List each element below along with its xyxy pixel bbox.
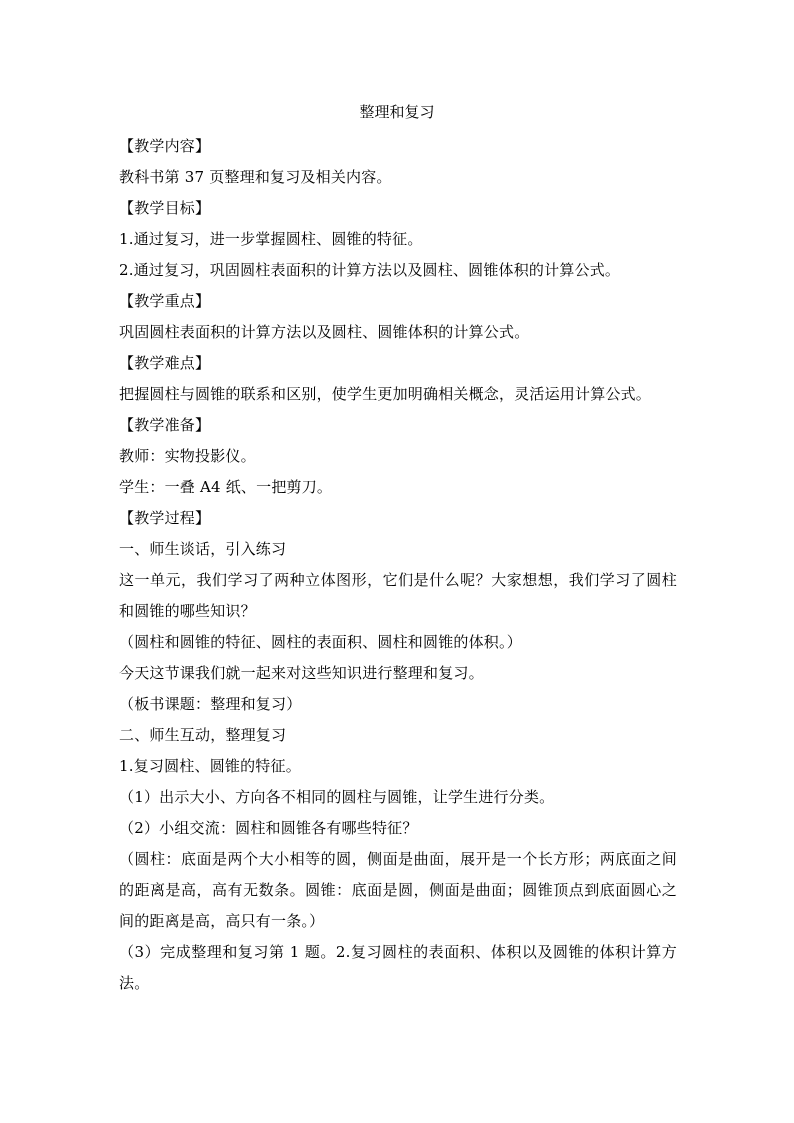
process-answer-1: （圆柱和圆锥的特征、圆柱的表面积、圆柱和圆锥的体积。） <box>119 633 522 651</box>
difficulties-text: 把握圆柱与圆锥的联系和区别，使学生更加明确相关概念，灵活运用计算公式。 <box>119 385 652 403</box>
review-subitem-3-paragraph: （3）完成整理和复习第 1 题。2.复习圆柱的表面积、体积以及圆锥的体积计算方法。 <box>119 943 677 992</box>
key-points-text: 巩固圆柱表面积的计算方法以及圆柱、圆锥体积的计算公式。 <box>119 323 530 341</box>
objective-1: 1.通过复习，进一步掌握圆柱、圆锥的特征。 <box>119 230 423 248</box>
section-heading-preparation: 【教学准备】 <box>119 416 211 434</box>
review-item-1: 1.复习圆柱、圆锥的特征。 <box>119 757 301 775</box>
section-heading-key-points: 【教学重点】 <box>119 292 211 310</box>
process-transition: 今天这节课我们就一起来对这些知识进行整理和复习。 <box>119 664 484 682</box>
process-step-2-heading: 二、师生互动，整理复习 <box>119 726 287 744</box>
section-heading-difficulties: 【教学难点】 <box>119 354 211 372</box>
teacher-preparation: 教师：实物投影仪。 <box>119 447 256 465</box>
process-intro-paragraph: 这一单元，我们学习了两种立体图形，它们是什么呢？大家想想，我们学习了圆柱和圆锥的哪些知识？ <box>119 571 677 620</box>
document-body <box>119 131 677 999</box>
section-heading-objectives: 【教学目标】 <box>119 199 211 217</box>
content-text: 教科书第 37 页整理和复习及相关内容。 <box>119 168 392 186</box>
review-subitem-2: （2）小组交流：圆柱和圆锥各有哪些特征？ <box>119 819 418 837</box>
features-answer-paragraph: （圆柱：底面是两个大小相等的圆，侧面是曲面，展开是一个长方形；两底面之间的距离是高，高有无数条。圆锥：底面是圆，侧面是曲面；圆锥顶点到底面圆心之间的距离是高，高只有一条。） <box>119 850 677 930</box>
section-heading-process: 【教学过程】 <box>119 509 211 527</box>
document-title: 整理和复习 <box>359 103 435 121</box>
review-subitem-1: （1）出示大小、方向各不相同的圆柱与圆锥，让学生进行分类。 <box>119 788 555 806</box>
board-title-note: （板书课题：整理和复习） <box>119 695 302 713</box>
objective-2: 2.通过复习，巩固圆柱表面积的计算方法以及圆柱、圆锥体积的计算公式。 <box>119 261 621 279</box>
section-heading-content: 【教学内容】 <box>119 137 211 155</box>
student-preparation: 学生：一叠 A4 纸、一把剪刀。 <box>119 478 333 496</box>
process-step-1-heading: 一、师生谈话，引入练习 <box>119 540 287 558</box>
